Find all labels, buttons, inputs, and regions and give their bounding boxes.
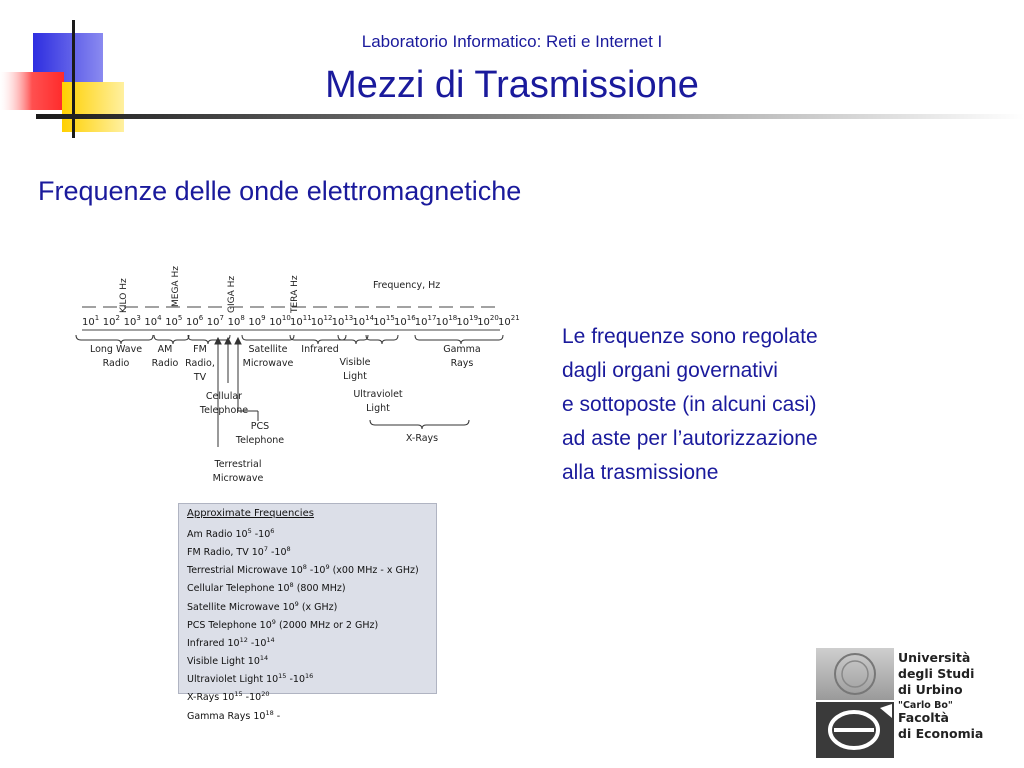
freq-row-mid: -10: [267, 547, 287, 559]
body-line: ad aste per l’autorizzazione: [562, 427, 818, 450]
deco-vertical-line: [72, 20, 75, 138]
power-of-ten-label: $10^{19}$: [456, 314, 479, 328]
power-of-ten-label: $10^{13}$: [331, 314, 354, 328]
freq-row-mid: -10: [306, 565, 326, 577]
freq-row-mid: -10: [242, 692, 262, 704]
freq-row: [187, 524, 428, 542]
freq-row-name: Visible Light 10: [187, 656, 260, 668]
freq-row: [187, 560, 428, 578]
band-label: X-Rays: [405, 433, 439, 444]
freq-box-title: Approximate Frequencies: [187, 508, 314, 519]
freq-row-mid: -: [273, 710, 281, 722]
freq-row-e2: 6: [270, 527, 275, 535]
university-name: [898, 650, 974, 714]
power-of-ten-label: $10^4$: [144, 314, 162, 328]
deco-red-square: [0, 72, 64, 110]
power-of-ten-label: $10^3$: [123, 314, 141, 328]
band-label: Radio: [151, 358, 179, 369]
logo-line: degli Studi: [898, 666, 975, 681]
freq-row-e1: 9: [294, 599, 299, 608]
unit-label-kilo: KILO Hz: [119, 278, 129, 313]
band-label: TV: [193, 372, 207, 383]
seal-background: [816, 648, 894, 700]
band-label: Long Wave: [89, 344, 143, 355]
logo-line: "Carlo Bo": [898, 700, 953, 711]
freq-row-name: Infrared 10: [187, 638, 240, 650]
band-label: PCS: [250, 421, 270, 432]
freq-row-tail: (800 MHz): [293, 583, 346, 595]
power-of-ten-label: $10^{11}$: [290, 314, 312, 328]
unit-label-mega: MEGA Hz: [171, 266, 181, 307]
logo-line: Università: [898, 650, 971, 665]
band-label: Visible: [339, 357, 371, 368]
freq-row-e1: 14: [259, 654, 269, 663]
freq-row: [187, 615, 428, 633]
freq-row-name: Satellite Microwave 10: [187, 601, 295, 613]
band-label: Terrestrial: [214, 459, 262, 470]
body-text: [562, 320, 982, 490]
freq-row: [187, 578, 428, 596]
band-label: Telephone: [199, 405, 249, 416]
body-line: alla trasmissione: [562, 461, 719, 484]
approximate-frequencies-box: [178, 503, 437, 722]
header-rule: [36, 114, 1024, 119]
band-label: Gamma: [443, 344, 481, 355]
power-of-ten-label: $10^{15}$: [373, 314, 395, 328]
power-of-ten-label: $10^9$: [248, 314, 266, 328]
band-label: Cellular: [205, 391, 243, 402]
band-label: Rays: [450, 358, 474, 369]
freq-row: [187, 633, 428, 651]
band-label: Radio,: [185, 358, 215, 369]
freq-row-tail: (2000 MHz or 2 GHz): [275, 619, 379, 631]
freq-row-e2: 8: [286, 545, 291, 554]
logo-line: di Economia: [898, 726, 984, 741]
freq-row-mid: -10: [286, 674, 305, 686]
band-label: Microwave: [212, 473, 264, 484]
freq-row: [187, 542, 428, 560]
deco-yellow-square: [62, 82, 124, 132]
logo-line: Facoltà: [898, 710, 949, 725]
power-of-ten-label: $10^{16}$: [394, 314, 416, 328]
freq-row-e1: 15: [234, 690, 243, 699]
band-label: AM: [157, 344, 173, 355]
exponent-labels: [82, 314, 520, 328]
logo-line: di Urbino: [898, 682, 963, 697]
faculty-name: [898, 710, 983, 742]
band-label: Light: [366, 403, 390, 414]
power-of-ten-label: $10^8$: [227, 314, 245, 328]
freq-row-e1: 8: [289, 581, 294, 590]
course-name: Laboratorio Informatico: Reti e Internet I: [361, 32, 663, 51]
freq-row-e1: 8: [302, 563, 307, 572]
freq-row-tail: (x00 MHz - x GHz): [329, 565, 419, 577]
freq-row-e1: 9: [271, 617, 276, 626]
band-label: Light: [343, 371, 367, 382]
freq-row-e2: 9: [325, 563, 330, 572]
freq-row-name: PCS Telephone 10: [187, 619, 272, 631]
freq-row: [187, 687, 428, 705]
freq-row-e1: 12: [239, 635, 248, 644]
power-of-ten-label: $10^6$: [186, 314, 204, 328]
power-of-ten-label: $10^2$: [102, 314, 121, 328]
freq-row-name: Terrestrial Microwave 10: [187, 565, 303, 577]
band-label: Radio: [102, 358, 130, 369]
freq-row-name: Am Radio 10: [187, 529, 248, 541]
freq-row-e1: 18: [265, 708, 274, 717]
freq-row-e1: 7: [263, 545, 268, 554]
power-of-ten-label: $10^{17}$: [414, 314, 437, 328]
power-of-ten-label: $10^7$: [206, 314, 225, 328]
axis-label: Frequency, Hz: [373, 280, 441, 291]
power-of-ten-label: $10^{10}$: [269, 314, 291, 328]
band-label: Satellite: [248, 344, 288, 355]
freq-row-tail: (x GHz): [298, 601, 338, 613]
freq-row-name: X-Rays 10: [187, 692, 235, 704]
power-of-ten-label: $10^{20}$: [477, 314, 499, 328]
frequency-spectrum-diagram: [60, 255, 520, 495]
freq-row-e2: 14: [266, 635, 275, 644]
freq-row-e2: 16: [305, 672, 314, 681]
band-label: Infrared: [301, 344, 339, 355]
slide-subtitle: Frequenze delle onde elettromagnetiche: [38, 176, 522, 206]
power-of-ten-label: $10^1$: [82, 314, 100, 328]
freq-row-mid: -10: [247, 638, 267, 650]
freq-row: [187, 706, 428, 724]
freq-row-name: FM Radio, TV 10: [187, 547, 264, 559]
freq-row-e2: 20: [261, 690, 270, 699]
band-label: Microwave: [242, 358, 294, 369]
freq-row-mid: -10: [251, 529, 271, 541]
freq-row: [187, 651, 428, 669]
slide-title: Mezzi di Trasmissione: [325, 64, 699, 106]
freq-row-name: Gamma Rays 10: [187, 710, 266, 722]
power-of-ten-label: $10^{21}$: [498, 314, 520, 328]
freq-row-name: Ultraviolet Light 10: [187, 674, 279, 686]
freq-row: [187, 669, 428, 687]
body-line: e sottoposte (in alcuni casi): [562, 393, 817, 416]
band-label: Telephone: [235, 435, 285, 446]
unit-label-tera: TERA Hz: [290, 275, 300, 313]
freq-row-name: Cellular Telephone 10: [187, 583, 290, 595]
body-line: Le frequenze sono regolate: [562, 325, 818, 348]
band-label: Ultraviolet: [353, 389, 403, 400]
band-label: FM: [193, 344, 207, 355]
unit-label-giga: GIGA Hz: [227, 275, 237, 313]
power-of-ten-label: $10^{12}$: [310, 314, 333, 328]
power-of-ten-label: $10^{18}$: [435, 314, 458, 328]
power-of-ten-label: $10^{14}$: [352, 314, 375, 328]
freq-row-e1: 15: [278, 672, 287, 681]
freq-row: [187, 597, 428, 615]
body-line: dagli organi governativi: [562, 359, 778, 382]
freq-row-e1: 5: [247, 527, 252, 535]
power-of-ten-label: $10^5$: [165, 314, 183, 328]
